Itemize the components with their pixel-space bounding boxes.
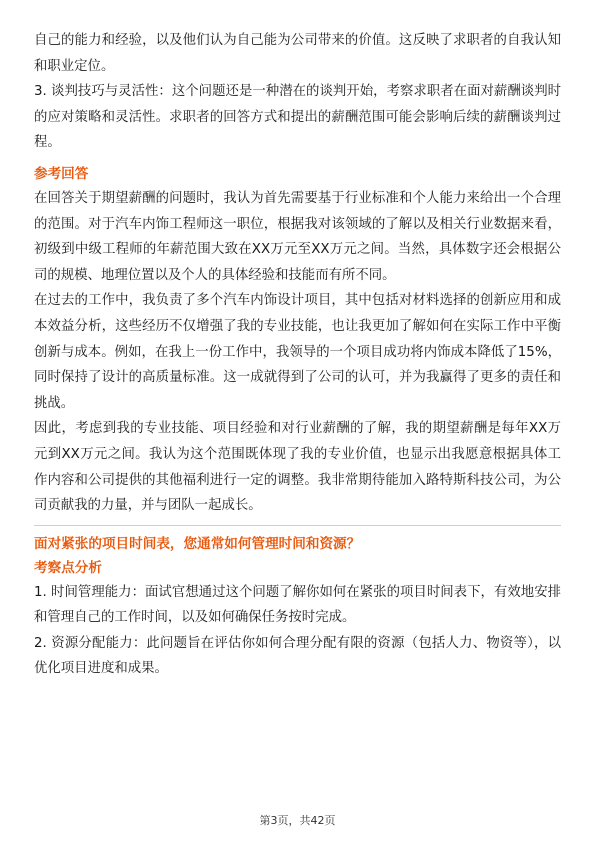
- intro-paragraph-1: 自己的能力和经验，以及他们认为自己能为公司带来的价值。这反映了求职者的自我认知和职业定位。: [34, 33, 561, 74]
- intro-paragraph-2: 3. 谈判技巧与灵活性：这个问题还是一种潜在的谈判开始，考察求职者在面对薪酬谈判时的应对策略和灵活性。求职者的回答方式和提出的薪酬范围可能会影响后续的薪酬谈判过程。: [34, 84, 561, 151]
- analysis-point-1: 1. 时间管理能力：面试官想通过这个问题了解你如何在紧张的项目时间表下，有效地安排和管理自己的工作时间，以及如何确保任务按时完成。: [34, 584, 561, 626]
- section-divider: [34, 525, 561, 526]
- page-number: 第3页，共42页: [259, 814, 336, 827]
- analysis-heading: 考察点分析: [34, 559, 102, 576]
- reference-paragraph-1: 在回答关于期望薪酬的问题时，我认为首先需要基于行业标准和个人能力来给出一个合理的范围。对于汽车内饰工程师这一职位，根据我对该领域的了解以及相关行业数据来看，初级到中级工程师的年薪范围大致在XX万元至XX万元之间。当然，具体数字还会根据公司的规模、地理位置以及个人的具体经验和技能而有所不同。: [34, 190, 561, 283]
- document-page: [34, 28, 561, 682]
- reference-paragraph-2: 在过去的工作中，我负责了多个汽车内饰设计项目，其中包括对材料选择的创新应用和成本效益分析，这些经历不仅增强了我的专业技能，也让我更加了解如何在实际工作中平衡创新与成本。例如，在我上一份工作中，我领导的一个项目成功将内饰成本降低了15%，同时保持了设计的高质量标准。这一成就得到了公司的认可，并为我赢得了更多的责任和挑战。: [34, 293, 561, 411]
- reference-answer-heading: 参考回答: [34, 165, 89, 182]
- analysis-point-2: 2. 资源分配能力：此问题旨在评估你如何合理分配有限的资源（包括人力、物资等），以优化项目进度和成果。: [34, 635, 561, 677]
- question-title: 面对紧张的项目时间表，您通常如何管理时间和资源？: [34, 535, 361, 552]
- reference-paragraph-3: 因此，考虑到我的专业技能、项目经验和对行业薪酬的了解，我的期望薪酬是每年XX万元到XX万元之间。我认为这个范围既体现了我的专业价值，也显示出我愿意根据具体工作内容和公司提供的其他福利进行一定的调整。我非常期待能加入路特斯科技公司，为公司贡献我的力量，并与团队一起成长。: [34, 421, 561, 514]
